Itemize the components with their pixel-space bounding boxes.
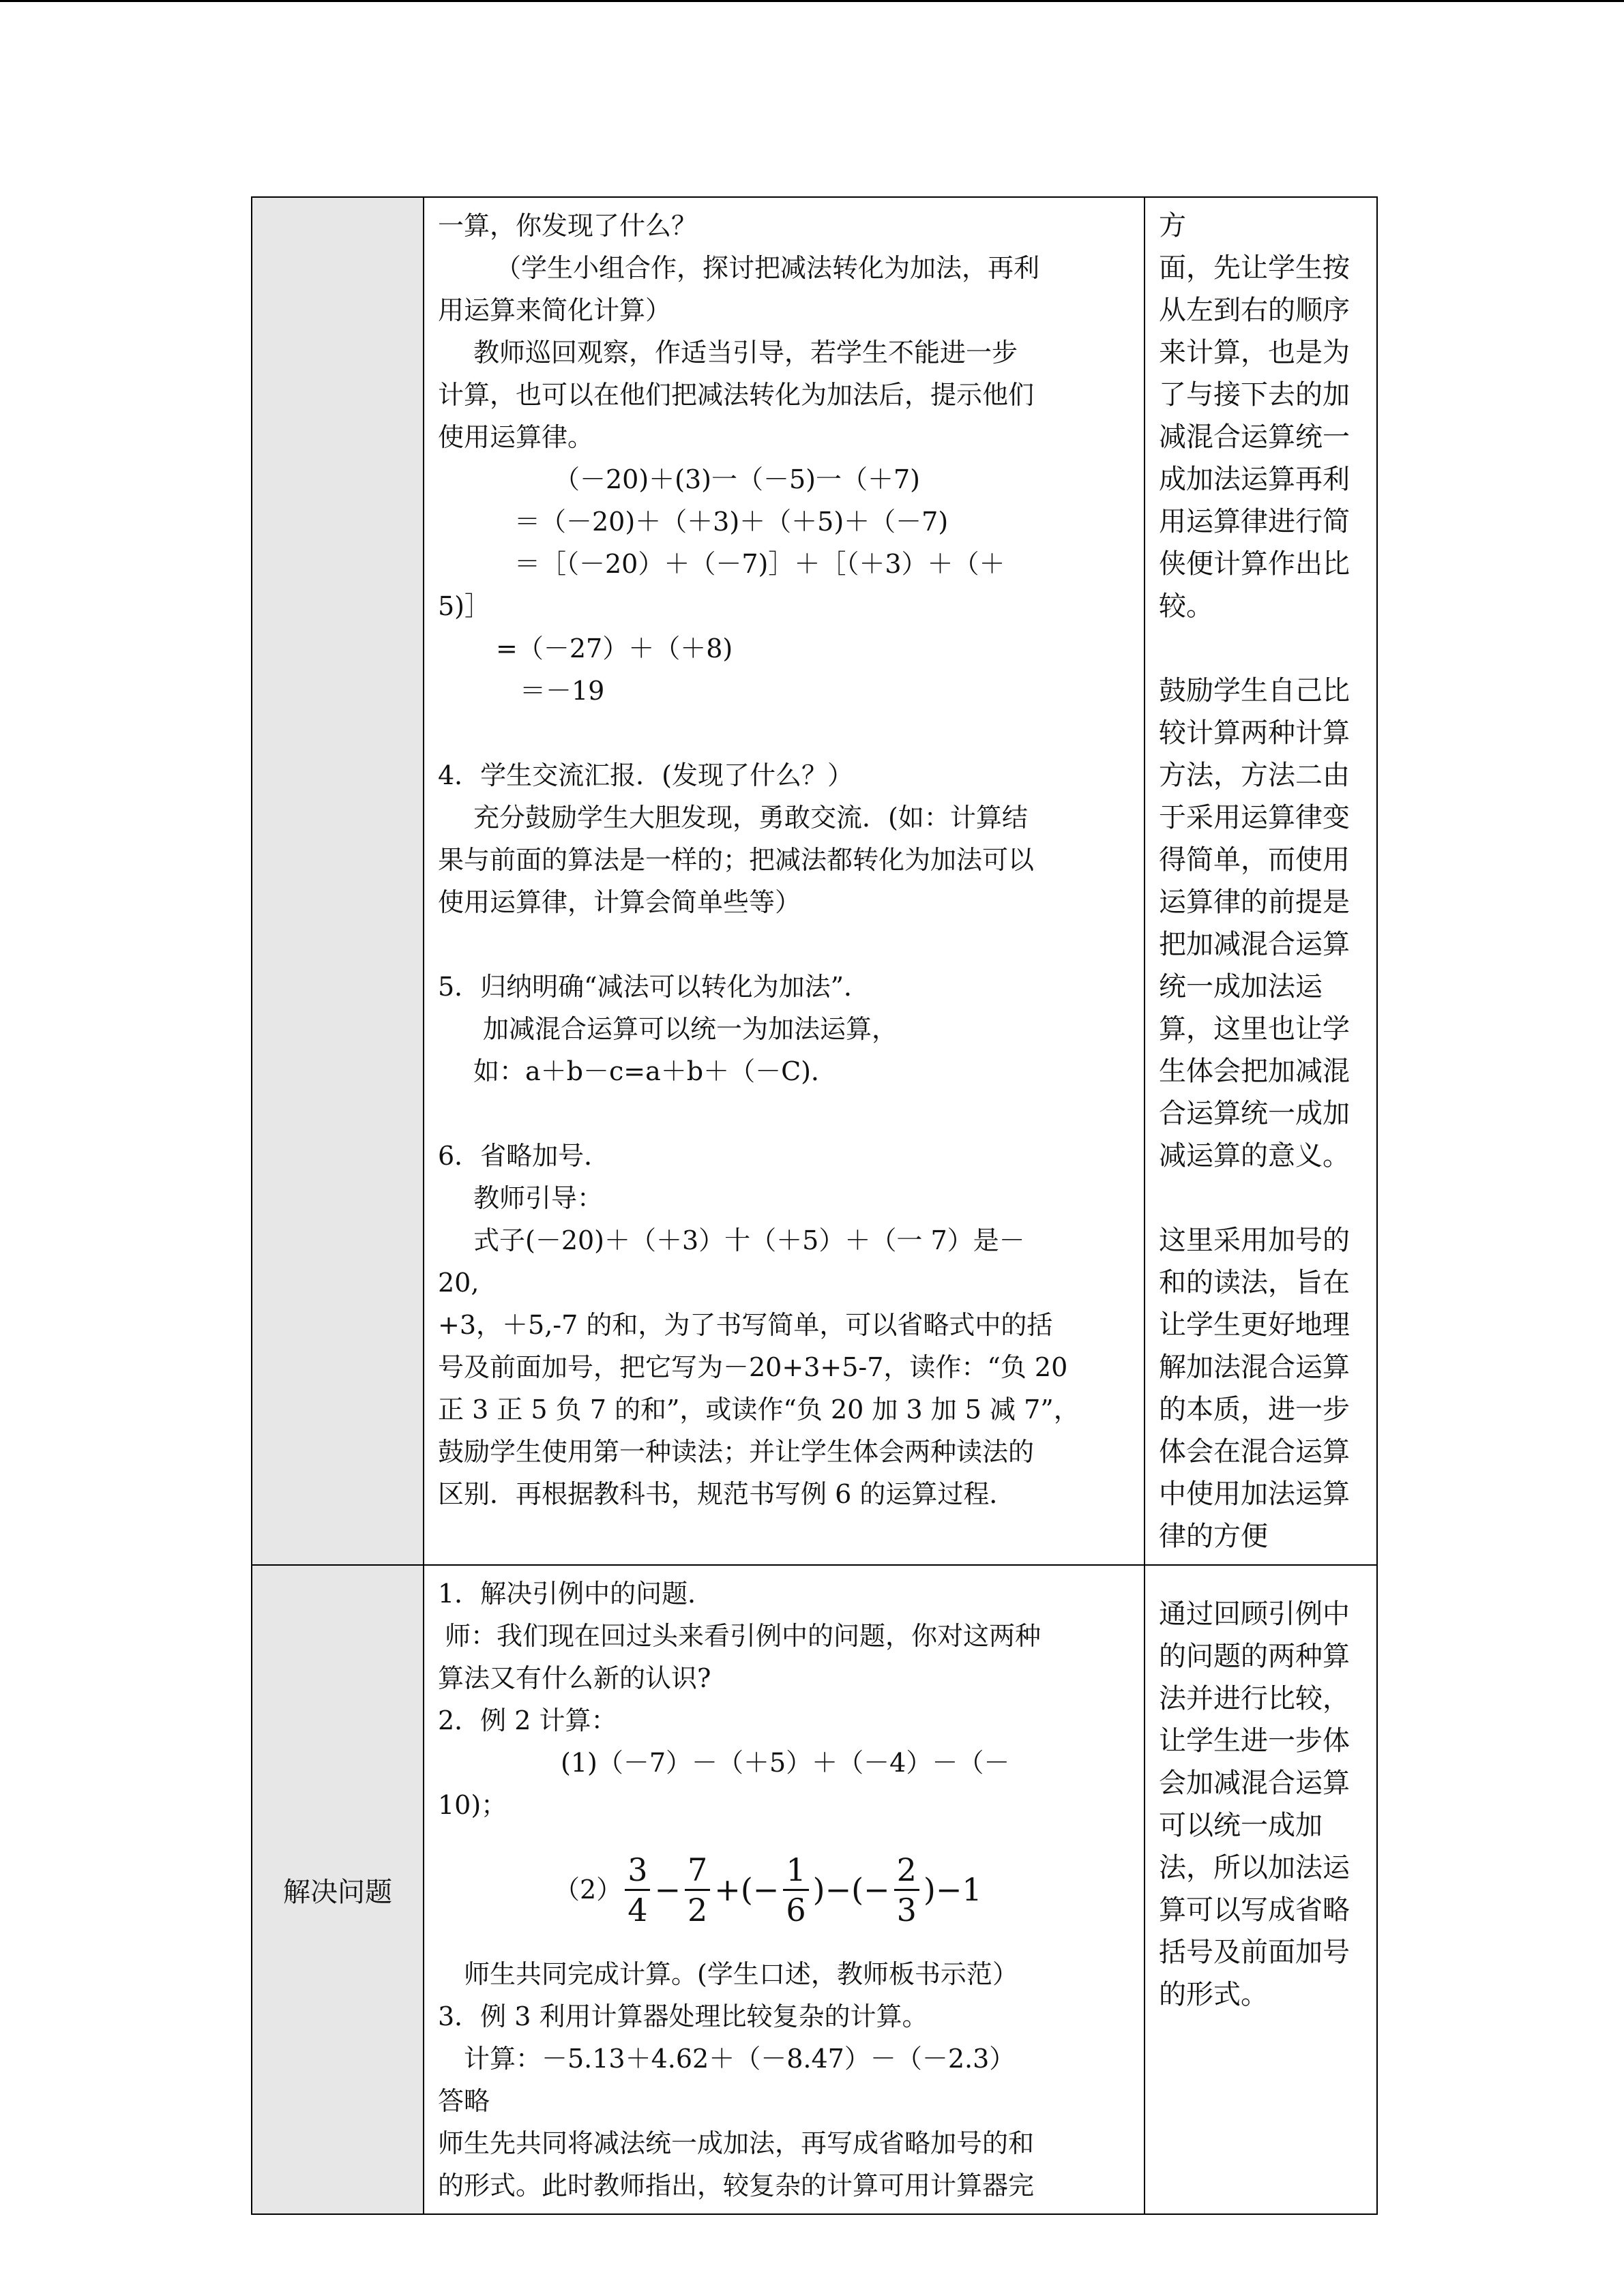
- text-line: 算法又有什么新的认识?: [438, 1663, 711, 1693]
- text-line: 把加减混合运算: [1159, 929, 1350, 960]
- text-line: 答略: [438, 2086, 490, 2116]
- text-line: 减混合运算统一: [1159, 421, 1350, 453]
- text-line: 加减混合运算可以统一为加法运算，: [483, 1014, 898, 1044]
- equation-line: (1)（－7）－（＋5）＋（－4）－（－: [561, 1748, 1010, 1778]
- text-line: 的本质，进一步: [1159, 1394, 1350, 1425]
- text-line: 6．省略加号．: [438, 1141, 610, 1171]
- stage-label-cell: [252, 1565, 424, 2214]
- text-line: 体会在混合运算: [1159, 1436, 1350, 1467]
- equation-line: =（－27）＋（＋8): [496, 633, 733, 664]
- process-cell: [424, 197, 1145, 1565]
- text-line: 教师引导：: [473, 1183, 604, 1213]
- stage-label: 解决问题: [283, 1876, 392, 1908]
- intent-cell: [1145, 1565, 1377, 2214]
- text-line: 括号及前面加号: [1159, 1937, 1350, 1968]
- text-line: 较计算两种计算: [1159, 717, 1350, 749]
- expression-prefix: （2）: [554, 1875, 623, 1905]
- text-line: 的形式。此时教师指出，较复杂的计算可用计算器完: [438, 2171, 1035, 2201]
- text-line: 和的读法，旨在: [1159, 1267, 1350, 1298]
- text-line: 解加法混合运算: [1159, 1352, 1350, 1383]
- equation-line: ＝［（－20）＋（－7)］＋［（＋3）＋（＋: [514, 549, 1005, 579]
- table-row: [252, 197, 1377, 1565]
- fraction: [625, 1851, 650, 1929]
- text-line: 计算，也可以在他们把减法转化为加法后，提示他们: [438, 380, 1035, 410]
- denominator: 3: [896, 1891, 917, 1928]
- text-line: 区别．再根据教科书，规范书写例 6 的运算过程．: [438, 1479, 1016, 1509]
- text-line: 于采用运算律变: [1159, 802, 1350, 833]
- text-line: 师生先共同将减法统一成加法，再写成省略加号的和: [438, 2128, 1035, 2158]
- lesson-plan-table: [251, 196, 1378, 2215]
- equation-line: 5)］: [438, 591, 491, 621]
- text-line: 法，所以加法运: [1159, 1852, 1350, 1883]
- denominator: 4: [628, 1891, 648, 1928]
- equation-line: 10)；: [438, 1790, 507, 1820]
- text-line: 使用运算律。: [438, 422, 594, 452]
- process-text: [424, 1566, 1144, 2213]
- text-line: 较。: [1159, 591, 1213, 622]
- text-line: 教师巡回观察，作适当引导，若学生不能进一步: [473, 338, 1018, 368]
- numerator: 2: [894, 1851, 919, 1891]
- intent-text: [1145, 198, 1376, 1564]
- text-line: 如：a＋b－c=a＋b＋（－C)．: [473, 1056, 837, 1086]
- text-line: 让学生进一步体: [1159, 1725, 1350, 1757]
- text-line: 统一成加法运: [1159, 971, 1323, 1002]
- text-line: 充分鼓励学生大胆发现，勇敢交流．(如：计算结: [473, 803, 1028, 833]
- text-line: 使用运算律，计算会简单些等）: [438, 887, 801, 917]
- equation-line: ＝（－20)＋（＋3)＋（＋5)＋（－7): [514, 507, 949, 537]
- fraction-expression: [438, 1826, 1132, 1953]
- text-line: 一算，你发现了什么？: [438, 211, 698, 241]
- text-line: 2．例 2 计算：: [438, 1705, 617, 1735]
- numerator: 3: [625, 1851, 650, 1891]
- operator: +(−: [714, 1871, 780, 1908]
- text-line: 法并进行比较，: [1159, 1683, 1350, 1714]
- numerator: 7: [685, 1851, 710, 1891]
- stage-label-cell: [252, 197, 424, 1565]
- text-line: 方: [1159, 210, 1186, 241]
- text-line: 律的方便: [1159, 1521, 1268, 1552]
- text-line: 合运算统一成加: [1159, 1098, 1350, 1129]
- text-line: 得简单，而使用: [1159, 844, 1350, 876]
- text-line: 通过回顾引例中: [1159, 1598, 1350, 1630]
- text-line: +3，＋5,-7 的和，为了书写简单，可以省略式中的括: [438, 1310, 1053, 1340]
- fraction: [685, 1851, 710, 1929]
- text-line: 用运算来简化计算）: [438, 295, 672, 325]
- operator: )−(−: [812, 1871, 890, 1908]
- process-cell: [424, 1565, 1145, 2214]
- text-line: 运算律的前提是: [1159, 886, 1350, 918]
- text-line: 鼓励学生使用第一种读法；并让学生体会两种读法的: [438, 1437, 1035, 1467]
- text-line: 方法，方法二由: [1159, 760, 1350, 791]
- denominator: 2: [688, 1891, 708, 1928]
- fraction: [783, 1851, 808, 1929]
- text-line: 了与接下去的加: [1159, 379, 1350, 411]
- text-line: 中使用加法运算: [1159, 1478, 1350, 1510]
- text-line: 用运算律进行简: [1159, 506, 1350, 537]
- text-line: 算，这里也让学: [1159, 1013, 1350, 1045]
- text-line: 师生共同完成计算。(学生口述，教师板书示范）: [464, 1959, 1018, 1989]
- equation-line: （－20)＋(3)一（－5)一（＋7): [554, 464, 921, 494]
- text-line: 这里采用加号的: [1159, 1225, 1350, 1256]
- intent-cell: [1145, 197, 1377, 1565]
- text-line: 3．例 3 利用计算器处理比较复杂的计算。: [438, 2001, 928, 2031]
- text-line: 让学生更好地理: [1159, 1309, 1350, 1341]
- page-top-border: [0, 0, 1624, 2]
- equation-line: ＝－19: [520, 676, 605, 706]
- operator: −: [654, 1871, 681, 1908]
- text-line: 5．归纳明确“减法可以转化为加法”．: [438, 972, 870, 1002]
- text-line: 会加减混合运算: [1159, 1768, 1350, 1799]
- numerator: 1: [783, 1851, 808, 1891]
- intent-text: [1145, 1566, 1376, 2023]
- text-line: （学生小组合作，探讨把减法转化为加法，再利: [495, 253, 1040, 283]
- text-line: 生体会把加减混: [1159, 1056, 1350, 1087]
- text-line: 正 3 正 5 负 7 的和”，或读作“负 20 加 3 加 5 减 7”，: [438, 1395, 1080, 1425]
- text-line: 20,: [438, 1268, 479, 1298]
- text-line: 减运算的意义。: [1159, 1140, 1350, 1172]
- text-line: 的问题的两种算: [1159, 1641, 1350, 1672]
- text-line: 式子(－20)＋（＋3）十（＋5）＋（一 7）是－: [473, 1225, 1025, 1255]
- table-row: [252, 1565, 1377, 2214]
- text-line: 1．解决引例中的问题．: [438, 1579, 714, 1609]
- text-line: 师：我们现在回过头来看引例中的问题，你对这两种: [445, 1621, 1042, 1651]
- fraction: [894, 1851, 919, 1929]
- denominator: 6: [786, 1891, 806, 1928]
- equation-line: 计算：－5.13＋4.62＋（－8.47）－（－2.3）: [464, 2044, 1016, 2074]
- text-line: 可以统一成加: [1159, 1810, 1323, 1841]
- operator: )−1: [923, 1871, 982, 1908]
- text-line: 的形式。: [1159, 1979, 1268, 2010]
- text-line: 面，先让学生按: [1159, 252, 1350, 284]
- text-line: 从左到右的顺序: [1159, 295, 1350, 326]
- text-line: 算可以写成省略: [1159, 1894, 1350, 1926]
- text-line: 侠便计算作出比: [1159, 548, 1350, 580]
- text-line: 鼓励学生自己比: [1159, 675, 1350, 706]
- text-line: 4．学生交流汇报．(发现了什么？）: [438, 760, 854, 790]
- process-text: [424, 198, 1144, 1522]
- text-line: 来计算，也是为: [1159, 337, 1350, 368]
- text-line: 号及前面加号，把它写为－20+3+5-7，读作：“负 20: [438, 1352, 1068, 1382]
- text-line: 成加法运算再利: [1159, 464, 1350, 495]
- text-line: 果与前面的算法是一样的；把减法都转化为加法可以: [438, 845, 1035, 875]
